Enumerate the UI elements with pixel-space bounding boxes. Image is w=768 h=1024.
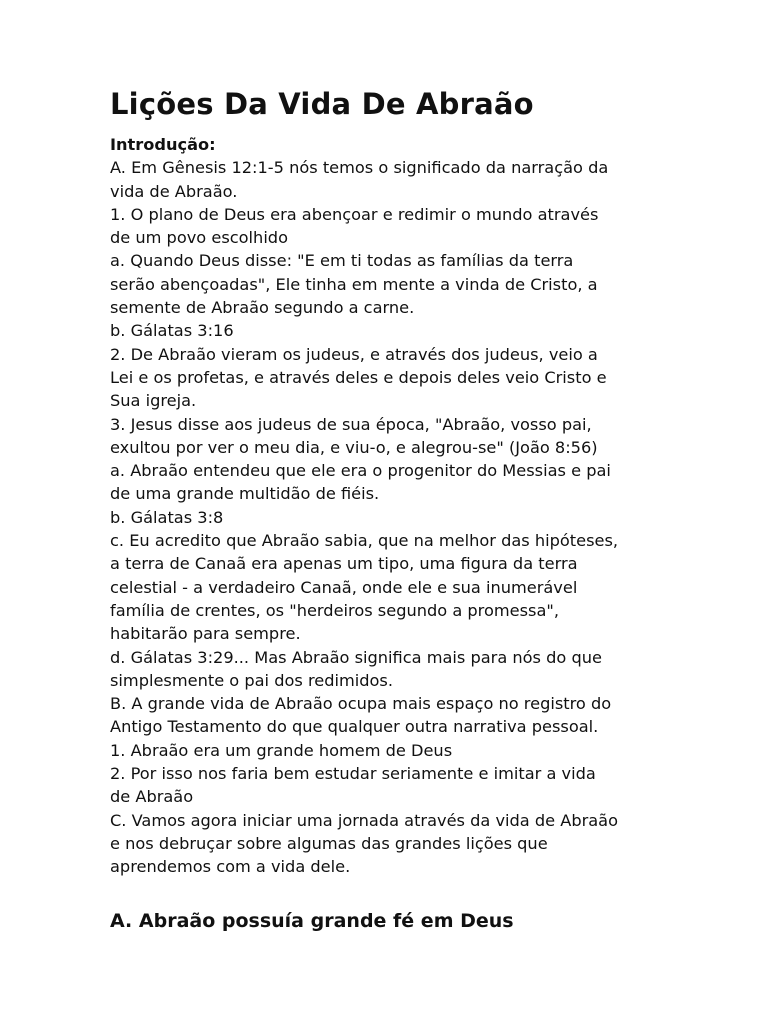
text-line: A. Em Gênesis 12:1-5 nós temos o significado da narração da [110,158,609,178]
text-line: de uma grande multidão de fiéis. [110,484,380,504]
text-line: B. A grande vida de Abraão ocupa mais espaço no registro do [110,694,612,714]
text-line: b. Gálatas 3:8 [110,507,224,527]
text-line: 3. Jesus disse aos judeus de sua época, "Abraão, vosso pai, [110,414,592,434]
text-line: d. Gálatas 3:29... Mas Abraão significa mais para nós do que [110,647,602,667]
text-line: de Abraão [110,787,194,807]
text-line: 1. O plano de Deus era abençoar e redimir o mundo através [110,204,599,224]
text-line: exultou por ver o meu dia, e viu-o, e alegrou-se" (João 8:56) [110,437,598,457]
text-line: b. Gálatas 3:16 [110,321,234,341]
intro-heading: Introdução: [110,135,216,154]
text-line: serão abençoadas", Ele tinha em mente a vinda de Cristo, a [110,274,598,294]
text-line: Antigo Testamento do que qualquer outra narrativa pessoal. [110,717,599,737]
document-body [110,133,670,879]
text-line: aprendemos com a vida dele. [110,857,351,877]
text-line: celestial - a verdadeiro Canaã, onde ele e sua inumerável [110,577,578,597]
text-line: c. Eu acredito que Abraão sabia, que na melhor das hipóteses, [110,531,619,551]
text-line: Sua igreja. [110,391,197,411]
text-line: a. Abraão entendeu que ele era o progenitor do Messias e pai [110,461,611,481]
text-line: de um povo escolhido [110,228,288,248]
text-line: a. Quando Deus disse: "E em ti todas as famílias da terra [110,251,574,271]
text-line: habitarão para sempre. [110,624,301,644]
text-line: e nos debruçar sobre algumas das grandes lições que [110,833,548,853]
section-heading: A. Abraão possuía grande fé em Deus [110,910,514,932]
text-line: família de crentes, os "herdeiros segundo a promessa", [110,600,559,620]
text-line: C. Vamos agora iniciar uma jornada através da vida de Abraão [110,810,619,830]
text-line: 1. Abraão era um grande homem de Deus [110,740,453,760]
text-line: 2. Por isso nos faria bem estudar seriamente e imitar a vida [110,764,596,784]
text-line: simplesmente o pai dos redimidos. [110,670,394,690]
text-line: Lei e os profetas, e através deles e depois deles veio Cristo e [110,367,607,387]
text-line: 2. De Abraão vieram os judeus, e através dos judeus, veio a [110,344,598,364]
text-line: a terra de Canaã era apenas um tipo, uma figura da terra [110,554,578,574]
page-title: Lições Da Vida De Abraão [110,87,534,121]
text-line: vida de Abraão. [110,181,238,201]
text-line: semente de Abraão segundo a carne. [110,298,415,318]
